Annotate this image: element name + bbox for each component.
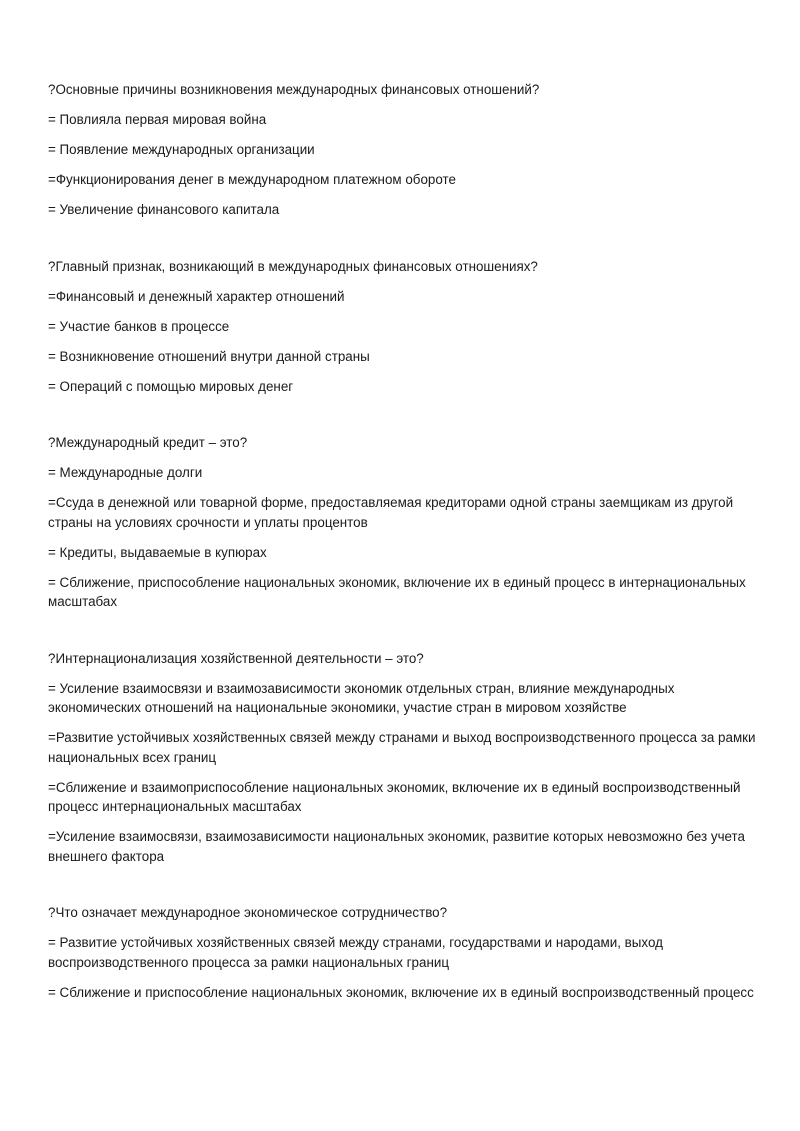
answer-option: =Сближение и взаимоприспособление национальных экономик, включение их в единый воспроизводственный процесс интернациональных масштабах [48,779,741,814]
answer-option: = Увеличение финансового капитала [48,202,280,217]
answer-option: = Участие банков в процессе [48,318,230,334]
answer-option: = Усиление взаимосвязи и взаимозависимости экономик отдельных стран, влияние международных экономических отношений на национальные экономики, участие стран в мировом хозяйстве [48,680,675,715]
answer-option: = Появление международных организации [48,142,315,157]
answer-option: = Операций с помощью мировых денег [48,378,294,394]
answer-option: = Кредиты, выдаваемые в купюрах [48,544,267,560]
answer-option: = Возникновение отношений внутри данной страны [48,348,370,364]
question-block [48,433,760,612]
question-text: ?Интернационализация хозяйственной деятельности – это? [48,650,424,666]
answer-option: = Повлияла первая мировая война [48,112,267,127]
answer-option: = Международные долги [48,465,203,480]
answer-option: =Финансовый и денежный характер отношений [48,288,345,304]
answer-option: =Ссуда в денежной или товарной форме, предоставляемая кредиторами одной страны заемщикам из другой страны на условиях срочности и уплаты процентов [48,495,734,530]
question-text: ?Основные причины возникновения международных финансовых отношений? [48,82,540,97]
question-text: ?Что означает международное экономическое сотрудничество? [48,905,448,920]
answer-option: =Усиление взаимосвязи, взаимозависимости национальных экономик, развитие которых невозможно без учета внешнего фактора [48,829,745,864]
question-text: ?Международный кредит – это? [48,435,248,450]
question-text: ?Главный признак, возникающий в международных финансовых отношениях? [48,258,538,274]
question-block [48,649,760,867]
question-block [48,80,760,220]
question-block [48,903,760,1002]
question-block [48,257,760,397]
answer-option: =Развитие устойчивых хозяйственных связей между странами и выход воспроизводственного процесса за рамки национальных всех границ [48,730,756,765]
answer-option: = Сближение, приспособление национальных экономик, включение их в единый процесс в интернациональных масштабах [48,574,746,609]
answer-option: = Сближение и приспособление национальных экономик, включение их в единый воспроизводственный процесс [48,984,754,1000]
answer-option: =Функционирования денег в международном платежном обороте [48,172,456,187]
answer-option: = Развитие устойчивых хозяйственных связей между странами, государствами и народами, выход воспроизводственного процесса за рамки национальных границ [48,935,663,970]
